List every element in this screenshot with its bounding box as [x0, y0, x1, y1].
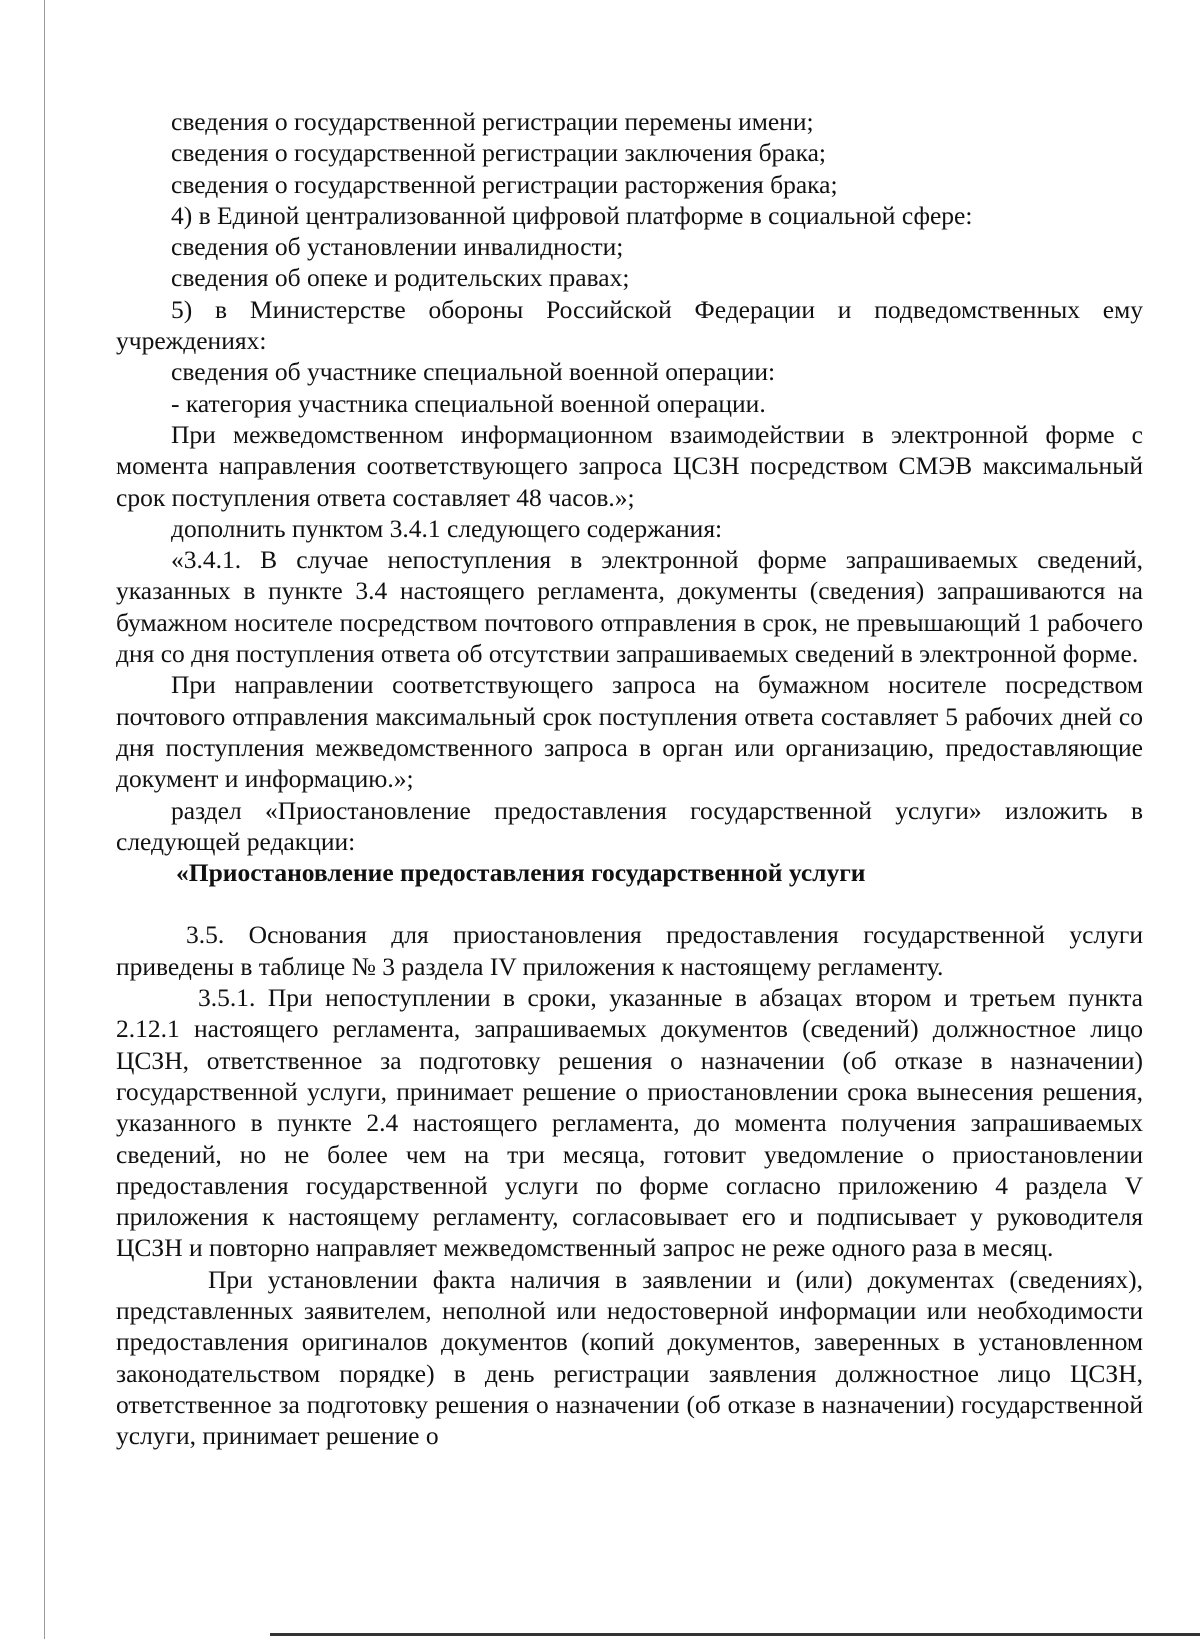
paragraph-defense-ministry: 5) в Министерстве обороны Российской Федерации и подведомственных ему учреждениях: — [116, 294, 1143, 356]
paragraph-add-3-4-1: дополнить пунктом 3.4.1 следующего содержания: — [171, 513, 723, 543]
scan-bottom-edge — [270, 1633, 1200, 1636]
section-heading: «Приостановление предоставления государственной услуги — [176, 858, 866, 888]
paragraph-3-5-1: 3.5.1. При непоступлении в сроки, указанные в абзацах втором и третьем пункта 2.12.1 настоящего регламента, запрашиваемых документов (сведений) должностное лицо ЦСЗН, ответственное за подготовку решения о назначении (об отказе в назначении) государственной услуги, принимает решение о приостановлении срока вынесения решения, указанного в пункте 2.4 настоящего регламента, до момента получения запрашиваемых сведений, но не более чем на три месяца, готовит уведомление о приостановлении предоставления государственной услуги по форме согласно приложению 4 раздела V приложения к настоящему регламенту, согласовывает его и подписывает у руководителя ЦСЗН и повторно направляет межведомственный запрос не реже одного раза в месяц. — [116, 983, 1143, 1263]
paragraph-false-info: При установлении факта наличия в заявлении и (или) документах (сведениях), представленных заявителем, неполной или недостоверной информации или необходимости предоставления оригиналов документов (копий документов, заверенных в установленном законодательством порядке) в день регистрации заявления должностное лицо ЦСЗН, ответственное за подготовку решения о назначении (об отказе в назначении) государственной услуги, принимает решение о — [116, 1264, 1143, 1451]
paragraph-3-5: 3.5. Основания для приостановления предоставления государственной услуги приведены в таблице № 3 раздела IV приложения к настоящему регламенту. — [116, 920, 1143, 981]
paragraph-paper-request: При направлении соответствующего запроса на бумажном носителе посредством почтового отправления максимальный срок поступления ответа составляет 5 рабочих дней со дня поступления межведомственного запроса в орган или организацию, предоставляющие документ и информацию.»; — [116, 670, 1143, 794]
paragraph-divorce: сведения о государственной регистрации расторжения брака; — [171, 169, 838, 199]
paragraph-marriage: сведения о государственной регистрации заключения брака; — [171, 138, 827, 168]
scan-left-edge — [44, 0, 45, 1639]
paragraph-guardianship: сведения об опеке и родительских правах; — [171, 263, 630, 293]
paragraph-platform: 4) в Единой централизованной цифровой платформе в социальной сфере: — [171, 200, 973, 230]
paragraph-name-change: сведения о государственной регистрации перемены имени; — [171, 107, 814, 136]
paragraph-section-edit: раздел «Приостановление предоставления государственной услуги» изложить в следующей редакции: — [116, 795, 1143, 856]
blank-line — [116, 888, 1143, 919]
paragraph-3-4-1: «3.4.1. В случае непоступления в электронной форме запрашиваемых сведений, указанных в пункте 3.4 настоящего регламента, документы (сведения) запрашиваются на бумажном носителе посредством почтового отправления в срок, не превышающий 1 рабочего дня со дня поступления ответа об отсутствии запрашиваемых сведений в электронной форме. — [116, 545, 1143, 669]
paragraph-svo-participant: сведения об участнике специальной военной операции: — [171, 357, 776, 387]
paragraph-smev-term: При межведомственном информационном взаимодействии в электронной форме с момента направления соответствующего запроса ЦСЗН посредством СМЭВ максимальный срок поступления ответа составляет 48 часов.»; — [116, 419, 1143, 512]
paragraph-svo-category: - категория участника специальной военной операции. — [171, 388, 766, 418]
document-page — [116, 106, 1143, 1451]
paragraph-disability: сведения об установлении инвалидности; — [171, 232, 624, 262]
